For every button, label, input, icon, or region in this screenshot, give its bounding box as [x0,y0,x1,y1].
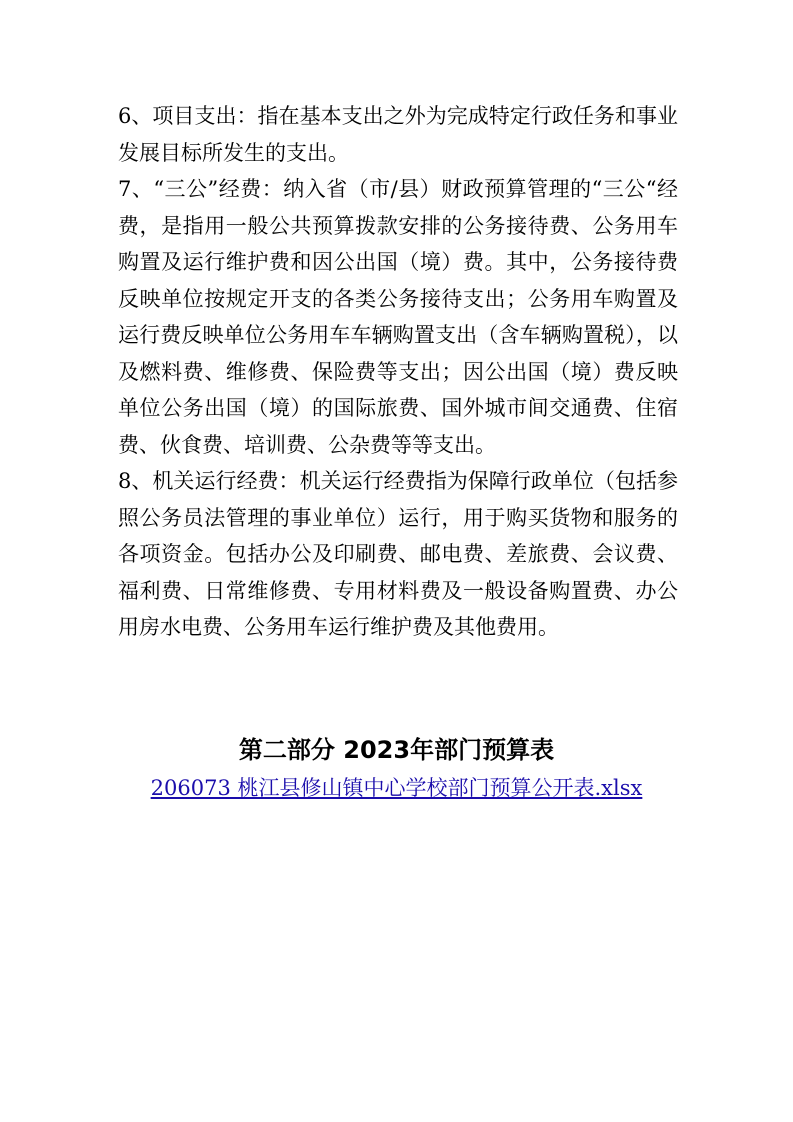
body-text [118,98,678,646]
section-title: 第二部分 2023年部门预算表 [238,736,555,764]
attachment-link[interactable]: 206073 桃江县修山镇中心学校部门预算公开表.xlsx [150,776,643,800]
paragraph-project-expenditure: 6、项目支出：指在基本支出之外为完成特定行政任务和事业发展目标所发生的支出。 [118,104,678,165]
paragraph-three-public-expenses: 7、“三公”经费：纳入省（市/县）财政预算管理的“三公“经费，是指用一般公共预算拨款安排的公务接待费、公务用车购置及运行维护费和因公出国（境）费。其中，公务接待费反映单位按规定开支的各类公务接待支出；公务用车购置及运行费反映单位公务用车车辆购置支出（含车辆购置税），以及燃料费、维修费、保险费等支出；因公出国（境）费反映单位公务出国（境）的国际旅费、国外城市间交通费、住宿费、伙食费、培训费、公杂费等等支出。 [118,177,678,457]
paragraph-agency-operating-expenses: 8、机关运行经费：机关运行经费指为保障行政单位（包括参照公务员法管理的事业单位）运行，用于购买货物和服务的各项资金。包括办公及印刷费、邮电费、差旅费、会议费、福利费、日常维修费、专用材料费及一般设备购置费、办公用房水电费、公务用车运行维护费及其他费用。 [118,469,678,639]
